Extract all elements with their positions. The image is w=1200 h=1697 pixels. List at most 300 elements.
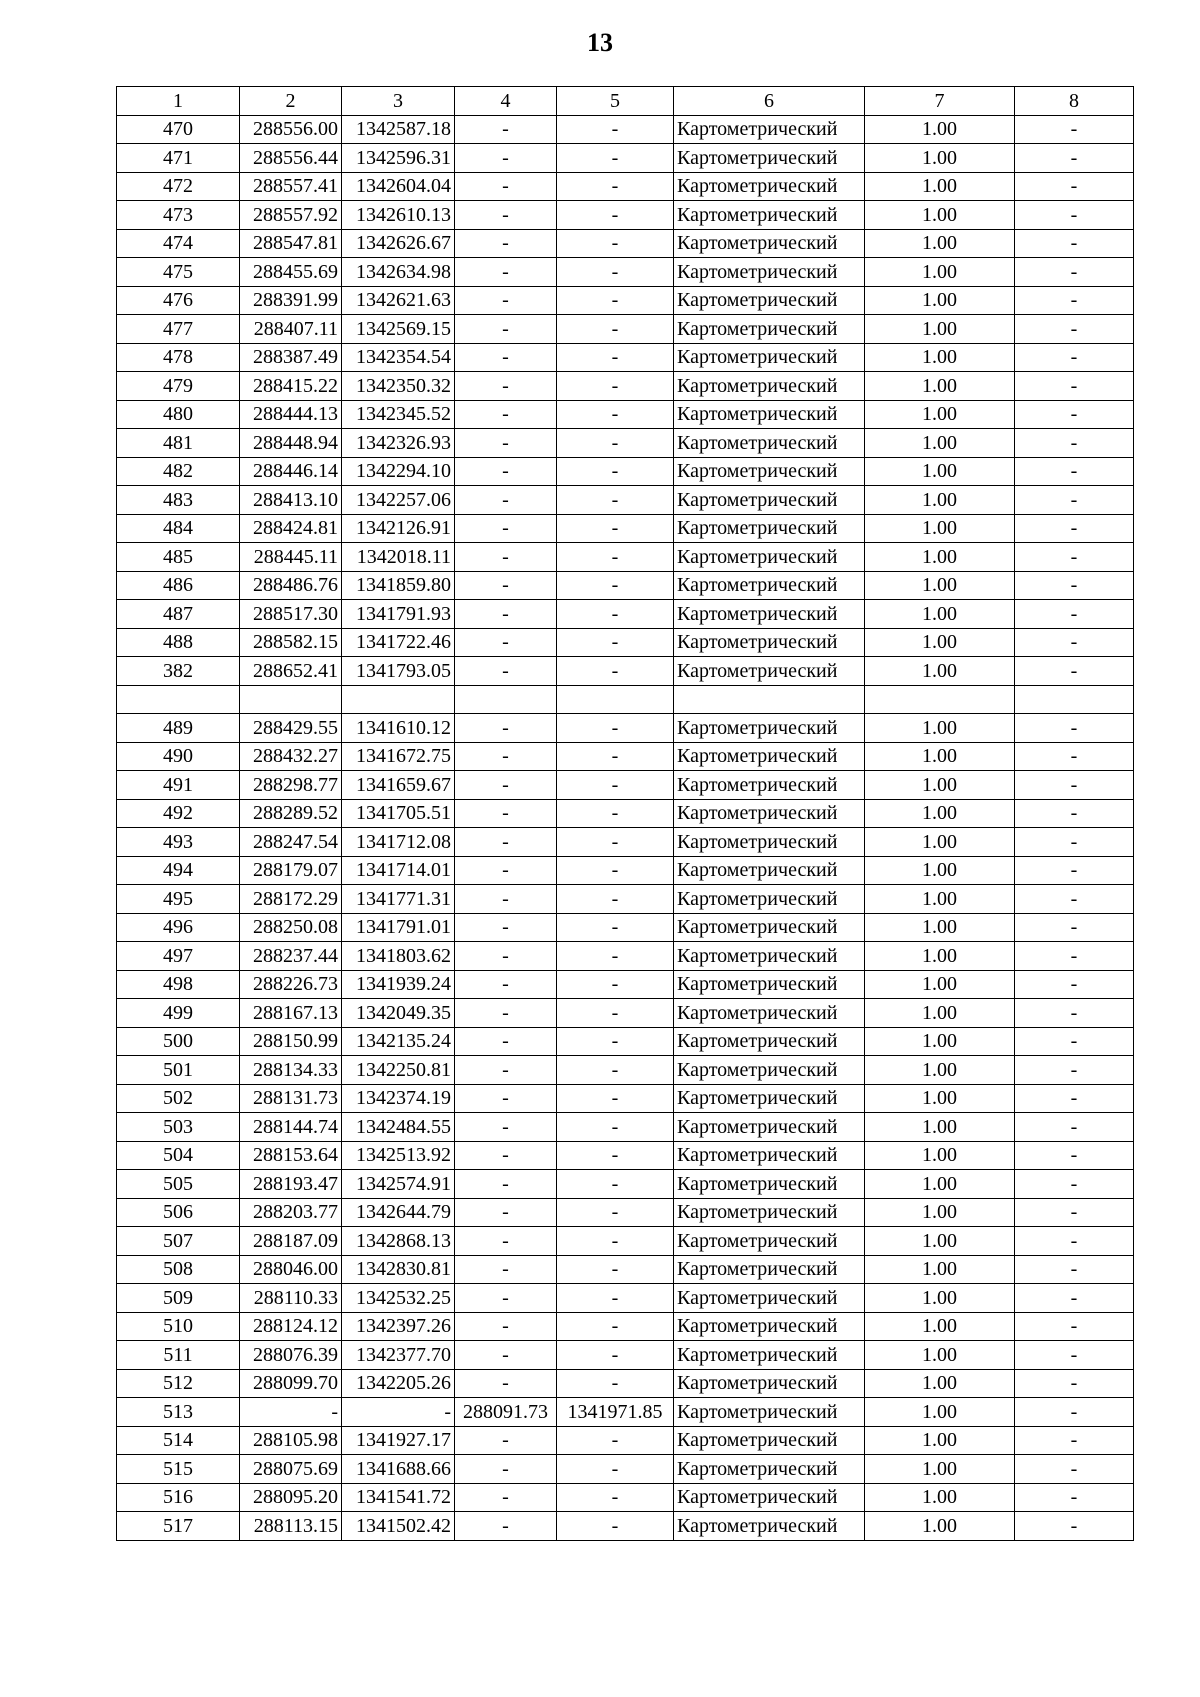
table-cell: 1.00	[865, 1084, 1015, 1113]
table-cell: 1.00	[865, 657, 1015, 686]
table-cell: 288486.76	[240, 571, 342, 600]
table-cell: -	[557, 628, 674, 657]
table-cell: Картометрический	[674, 457, 865, 486]
table-cell: -	[455, 600, 557, 629]
table-cell: 495	[117, 885, 240, 914]
table-cell: -	[557, 600, 674, 629]
table-cell: 1.00	[865, 1455, 1015, 1484]
table-cell: -	[455, 1084, 557, 1113]
table-row	[117, 913, 1134, 942]
table-cell: 1.00	[865, 856, 1015, 885]
table-cell: Картометрический	[674, 315, 865, 344]
table-cell: 1341712.08	[342, 828, 455, 857]
table-cell: -	[455, 1341, 557, 1370]
table-cell	[342, 685, 455, 714]
table-cell: -	[455, 1426, 557, 1455]
table-cell: 504	[117, 1141, 240, 1170]
table-cell: 1341672.75	[342, 742, 455, 771]
table-row	[117, 742, 1134, 771]
table-row	[117, 315, 1134, 344]
table-cell: 288413.10	[240, 486, 342, 515]
table-cell: -	[1015, 1341, 1134, 1370]
table-cell: 288134.33	[240, 1056, 342, 1085]
table-cell: -	[455, 543, 557, 572]
table-cell: -	[1015, 1170, 1134, 1199]
table-cell: 505	[117, 1170, 240, 1199]
table-cell: 1.00	[865, 229, 1015, 258]
table-cell: Картометрический	[674, 999, 865, 1028]
table-cell: -	[455, 1255, 557, 1284]
table-cell: 1342397.26	[342, 1312, 455, 1341]
table-cell: 1341791.93	[342, 600, 455, 629]
table-cell: Картометрический	[674, 942, 865, 971]
table-cell: -	[455, 486, 557, 515]
table-cell: 288226.73	[240, 970, 342, 999]
table-cell: 1342484.55	[342, 1113, 455, 1142]
table-cell: Картометрический	[674, 372, 865, 401]
table-cell: Картометрический	[674, 742, 865, 771]
table-cell: 1.00	[865, 771, 1015, 800]
table-cell: -	[1015, 1084, 1134, 1113]
table-cell: 486	[117, 571, 240, 600]
table-row	[117, 1170, 1134, 1199]
table-cell: -	[1015, 486, 1134, 515]
table-cell: Картометрический	[674, 1056, 865, 1085]
table-cell: 471	[117, 144, 240, 173]
table-cell: 1.00	[865, 343, 1015, 372]
column-header: 2	[240, 87, 342, 116]
table-cell: 288446.14	[240, 457, 342, 486]
table-cell: 516	[117, 1483, 240, 1512]
table-cell: 1.00	[865, 1398, 1015, 1427]
table-cell	[557, 685, 674, 714]
table-cell: -	[455, 429, 557, 458]
table-cell: -	[557, 1369, 674, 1398]
table-cell: 514	[117, 1426, 240, 1455]
table-cell: 1.00	[865, 1512, 1015, 1541]
table-cell: -	[455, 856, 557, 885]
table-cell: -	[557, 1056, 674, 1085]
table-cell: 288075.69	[240, 1455, 342, 1484]
table-cell: 512	[117, 1369, 240, 1398]
table-cell: 500	[117, 1027, 240, 1056]
table-cell: 1.00	[865, 970, 1015, 999]
table-cell: -	[1015, 828, 1134, 857]
coordinates-table	[116, 86, 1134, 1541]
table-row	[117, 229, 1134, 258]
table-cell: 1.00	[865, 999, 1015, 1028]
table-cell	[674, 685, 865, 714]
table-cell: -	[455, 999, 557, 1028]
table-row	[117, 1141, 1134, 1170]
table-cell: 288131.73	[240, 1084, 342, 1113]
table-cell: 492	[117, 799, 240, 828]
table-cell: Картометрический	[674, 144, 865, 173]
table-cell: -	[557, 1084, 674, 1113]
table-cell: -	[1015, 115, 1134, 144]
table-cell: -	[557, 742, 674, 771]
table-cell: 1342830.81	[342, 1255, 455, 1284]
table-cell: 1.00	[865, 742, 1015, 771]
table-cell: 288150.99	[240, 1027, 342, 1056]
table-row	[117, 1113, 1134, 1142]
table-cell: 513	[117, 1398, 240, 1427]
table-cell: Картометрический	[674, 771, 865, 800]
table-row	[117, 400, 1134, 429]
table-row	[117, 885, 1134, 914]
table-cell: 288387.49	[240, 343, 342, 372]
table-cell: -	[455, 258, 557, 287]
table-cell: -	[1015, 543, 1134, 572]
table-cell: -	[1015, 315, 1134, 344]
table-cell: 494	[117, 856, 240, 885]
table-row	[117, 856, 1134, 885]
table-cell: -	[557, 828, 674, 857]
table-cell: Картометрический	[674, 486, 865, 515]
table-cell: 1341939.24	[342, 970, 455, 999]
table-cell	[865, 685, 1015, 714]
table-row	[117, 258, 1134, 287]
table-row	[117, 1198, 1134, 1227]
table-cell: -	[1015, 714, 1134, 743]
table-cell: 1342532.25	[342, 1284, 455, 1313]
table-cell: 1.00	[865, 913, 1015, 942]
table-cell: -	[1015, 742, 1134, 771]
table-cell: 288415.22	[240, 372, 342, 401]
table-cell: 288124.12	[240, 1312, 342, 1341]
table-cell: 288557.92	[240, 201, 342, 230]
table-cell: -	[1015, 799, 1134, 828]
table-cell: 288289.52	[240, 799, 342, 828]
table-cell: Картометрический	[674, 600, 865, 629]
table-cell: Картометрический	[674, 1369, 865, 1398]
table-cell: 1.00	[865, 600, 1015, 629]
table-cell: -	[557, 115, 674, 144]
table-row	[117, 1512, 1134, 1541]
table-cell: -	[1015, 1027, 1134, 1056]
table-cell: -	[455, 115, 557, 144]
table-row	[117, 1227, 1134, 1256]
table-cell: -	[1015, 1227, 1134, 1256]
table-cell: 288095.20	[240, 1483, 342, 1512]
table-cell: 1341771.31	[342, 885, 455, 914]
table-cell: -	[1015, 856, 1134, 885]
table-cell: 288556.00	[240, 115, 342, 144]
table-cell: -	[455, 1455, 557, 1484]
table-cell: -	[1015, 1284, 1134, 1313]
table-cell: -	[557, 1312, 674, 1341]
table-cell: 1.00	[865, 372, 1015, 401]
table-cell: 1342513.92	[342, 1141, 455, 1170]
table-cell: 1.00	[865, 514, 1015, 543]
table-cell: Картометрический	[674, 1255, 865, 1284]
table-cell	[455, 685, 557, 714]
table-row	[117, 571, 1134, 600]
table-cell: Картометрический	[674, 1284, 865, 1313]
table-cell: 1342257.06	[342, 486, 455, 515]
table-cell: 1342135.24	[342, 1027, 455, 1056]
table-row	[117, 372, 1134, 401]
table-cell: 480	[117, 400, 240, 429]
table-cell: Картометрический	[674, 286, 865, 315]
table-cell: -	[1015, 1398, 1134, 1427]
table-cell: 503	[117, 1113, 240, 1142]
table-cell: 489	[117, 714, 240, 743]
table-cell: -	[455, 799, 557, 828]
table-cell: 507	[117, 1227, 240, 1256]
table-cell: -	[455, 913, 557, 942]
table-cell: 288153.64	[240, 1141, 342, 1170]
table-cell: -	[557, 429, 674, 458]
table-cell: -	[455, 172, 557, 201]
table-cell: 288187.09	[240, 1227, 342, 1256]
table-cell: 1.00	[865, 286, 1015, 315]
table-cell: -	[1015, 172, 1134, 201]
table-cell: -	[557, 258, 674, 287]
table-cell: -	[1015, 229, 1134, 258]
table-cell: -	[1015, 999, 1134, 1028]
table-cell: 1.00	[865, 885, 1015, 914]
table-cell: -	[455, 970, 557, 999]
table-cell: 1341610.12	[342, 714, 455, 743]
table-row	[117, 1426, 1134, 1455]
table-cell: 1342621.63	[342, 286, 455, 315]
table-cell: 1342374.19	[342, 1084, 455, 1113]
table-cell: 1.00	[865, 828, 1015, 857]
table-cell: -	[557, 1141, 674, 1170]
table-cell: 1342326.93	[342, 429, 455, 458]
table-row	[117, 799, 1134, 828]
table-cell: 288172.29	[240, 885, 342, 914]
table-cell: -	[455, 885, 557, 914]
table-cell	[117, 685, 240, 714]
table-cell: Картометрический	[674, 429, 865, 458]
table-cell: Картометрический	[674, 714, 865, 743]
table-cell: -	[557, 714, 674, 743]
table-row	[117, 1084, 1134, 1113]
table-cell: -	[557, 913, 674, 942]
table-cell: -	[1015, 1369, 1134, 1398]
table-cell: 288105.98	[240, 1426, 342, 1455]
table-cell: 1.00	[865, 457, 1015, 486]
table-cell: -	[240, 1398, 342, 1427]
table-cell: -	[1015, 1141, 1134, 1170]
table-cell: -	[455, 457, 557, 486]
table-row	[117, 201, 1134, 230]
table-cell: 1342634.98	[342, 258, 455, 287]
table-cell: -	[1015, 1512, 1134, 1541]
table-cell: 288247.54	[240, 828, 342, 857]
table-cell: 484	[117, 514, 240, 543]
table-cell: 1342377.70	[342, 1341, 455, 1370]
table-cell: 288046.00	[240, 1255, 342, 1284]
table-cell: 288444.13	[240, 400, 342, 429]
table-cell: 288429.55	[240, 714, 342, 743]
table-cell: -	[1015, 1255, 1134, 1284]
table-cell: -	[455, 1113, 557, 1142]
table-cell: -	[557, 1198, 674, 1227]
table-cell: 1.00	[865, 1027, 1015, 1056]
table-cell: -	[455, 144, 557, 173]
table-cell: 288091.73	[455, 1398, 557, 1427]
table-cell: 1342644.79	[342, 1198, 455, 1227]
table-cell: Картометрический	[674, 543, 865, 572]
table-cell: 1.00	[865, 1141, 1015, 1170]
table-cell: -	[557, 1483, 674, 1512]
table-cell: 1342205.26	[342, 1369, 455, 1398]
table-cell: 497	[117, 942, 240, 971]
table-row	[117, 144, 1134, 173]
table-row	[117, 1312, 1134, 1341]
table-cell: 488	[117, 628, 240, 657]
table-cell: 1.00	[865, 714, 1015, 743]
table-cell: 288652.41	[240, 657, 342, 686]
table-cell: 1341793.05	[342, 657, 455, 686]
table-cell: -	[455, 828, 557, 857]
table-cell: Картометрический	[674, 1398, 865, 1427]
column-header: 6	[674, 87, 865, 116]
column-header: 1	[117, 87, 240, 116]
table-cell: 511	[117, 1341, 240, 1370]
table-cell: 288557.41	[240, 172, 342, 201]
table-row	[117, 1341, 1134, 1370]
table-row	[117, 115, 1134, 144]
table-cell: -	[1015, 1312, 1134, 1341]
table-cell: -	[1015, 771, 1134, 800]
table-cell: 1.00	[865, 571, 1015, 600]
table-cell: -	[1015, 913, 1134, 942]
table-cell: -	[557, 514, 674, 543]
table-cell: -	[557, 799, 674, 828]
table-cell: 1.00	[865, 115, 1015, 144]
table-cell: -	[1015, 1426, 1134, 1455]
table-row	[117, 1027, 1134, 1056]
table-cell: 288237.44	[240, 942, 342, 971]
table-cell: 509	[117, 1284, 240, 1313]
table-cell: 1341659.67	[342, 771, 455, 800]
table-cell: -	[557, 1284, 674, 1313]
table-cell: 288099.70	[240, 1369, 342, 1398]
table-cell: 1.00	[865, 1483, 1015, 1512]
table-cell: 517	[117, 1512, 240, 1541]
table-cell: 288298.77	[240, 771, 342, 800]
table-cell: -	[557, 315, 674, 344]
table-cell: Картометрический	[674, 258, 865, 287]
table-cell: -	[1015, 372, 1134, 401]
table-cell: -	[557, 286, 674, 315]
table-cell: -	[455, 1312, 557, 1341]
table-cell: Картометрический	[674, 1170, 865, 1199]
table-cell: 1.00	[865, 1056, 1015, 1085]
table-cell: -	[557, 172, 674, 201]
table-cell: 1341971.85	[557, 1398, 674, 1427]
table-cell: 1341502.42	[342, 1512, 455, 1541]
table-cell: -	[1015, 1483, 1134, 1512]
table-cell: -	[455, 400, 557, 429]
table-row	[117, 286, 1134, 315]
table-cell: 1.00	[865, 1369, 1015, 1398]
table-cell: 1342354.54	[342, 343, 455, 372]
table-cell: -	[1015, 286, 1134, 315]
table-cell: 490	[117, 742, 240, 771]
table-cell: Картометрический	[674, 115, 865, 144]
table-cell: -	[557, 343, 674, 372]
table-cell: 1.00	[865, 1341, 1015, 1370]
table-cell: Картометрический	[674, 856, 865, 885]
table-cell: -	[557, 999, 674, 1028]
table-row	[117, 1398, 1134, 1427]
table-cell: -	[455, 229, 557, 258]
table-cell: 1342294.10	[342, 457, 455, 486]
table-row	[117, 942, 1134, 971]
table-cell: Картометрический	[674, 1483, 865, 1512]
table-cell: -	[455, 372, 557, 401]
table-cell: 1.00	[865, 1198, 1015, 1227]
table-cell: -	[1015, 457, 1134, 486]
table-cell: 506	[117, 1198, 240, 1227]
table-cell: 501	[117, 1056, 240, 1085]
table-cell: 1342350.32	[342, 372, 455, 401]
table-cell: -	[455, 942, 557, 971]
table-cell: Картометрический	[674, 885, 865, 914]
table-cell: -	[455, 343, 557, 372]
table-cell	[240, 685, 342, 714]
table-cell: 382	[117, 657, 240, 686]
table-cell: 1341722.46	[342, 628, 455, 657]
table-cell: -	[1015, 628, 1134, 657]
table-cell: Картометрический	[674, 970, 865, 999]
table-cell: 1342604.04	[342, 172, 455, 201]
table-cell: -	[557, 372, 674, 401]
table-cell: 1.00	[865, 1255, 1015, 1284]
table-cell: 288424.81	[240, 514, 342, 543]
table-cell: Картометрический	[674, 172, 865, 201]
table-cell: 1342250.81	[342, 1056, 455, 1085]
table-cell: 483	[117, 486, 240, 515]
table-cell: 1.00	[865, 1426, 1015, 1455]
table-cell: 1342345.52	[342, 400, 455, 429]
table-row	[117, 429, 1134, 458]
table-cell: -	[455, 1369, 557, 1398]
table-cell: 477	[117, 315, 240, 344]
table-row	[117, 628, 1134, 657]
table-cell: -	[455, 201, 557, 230]
table-cell: 1342574.91	[342, 1170, 455, 1199]
table-cell: -	[557, 942, 674, 971]
table-cell: 1.00	[865, 628, 1015, 657]
table-row	[117, 828, 1134, 857]
table-cell: 472	[117, 172, 240, 201]
table-row	[117, 486, 1134, 515]
table-cell: Картометрический	[674, 628, 865, 657]
table-cell: -	[1015, 1198, 1134, 1227]
table-cell: 496	[117, 913, 240, 942]
table-cell: -	[455, 571, 557, 600]
table-row	[117, 999, 1134, 1028]
table-cell: -	[1015, 258, 1134, 287]
table-cell: 1.00	[865, 172, 1015, 201]
table-cell: 502	[117, 1084, 240, 1113]
table-cell: Картометрический	[674, 1141, 865, 1170]
table-cell: -	[455, 742, 557, 771]
table-cell: -	[557, 771, 674, 800]
table-cell: 1.00	[865, 1312, 1015, 1341]
table-cell: Картометрический	[674, 1341, 865, 1370]
table-row	[117, 1255, 1134, 1284]
table-cell: 1.00	[865, 258, 1015, 287]
table-cell: 475	[117, 258, 240, 287]
table-cell: 288167.13	[240, 999, 342, 1028]
